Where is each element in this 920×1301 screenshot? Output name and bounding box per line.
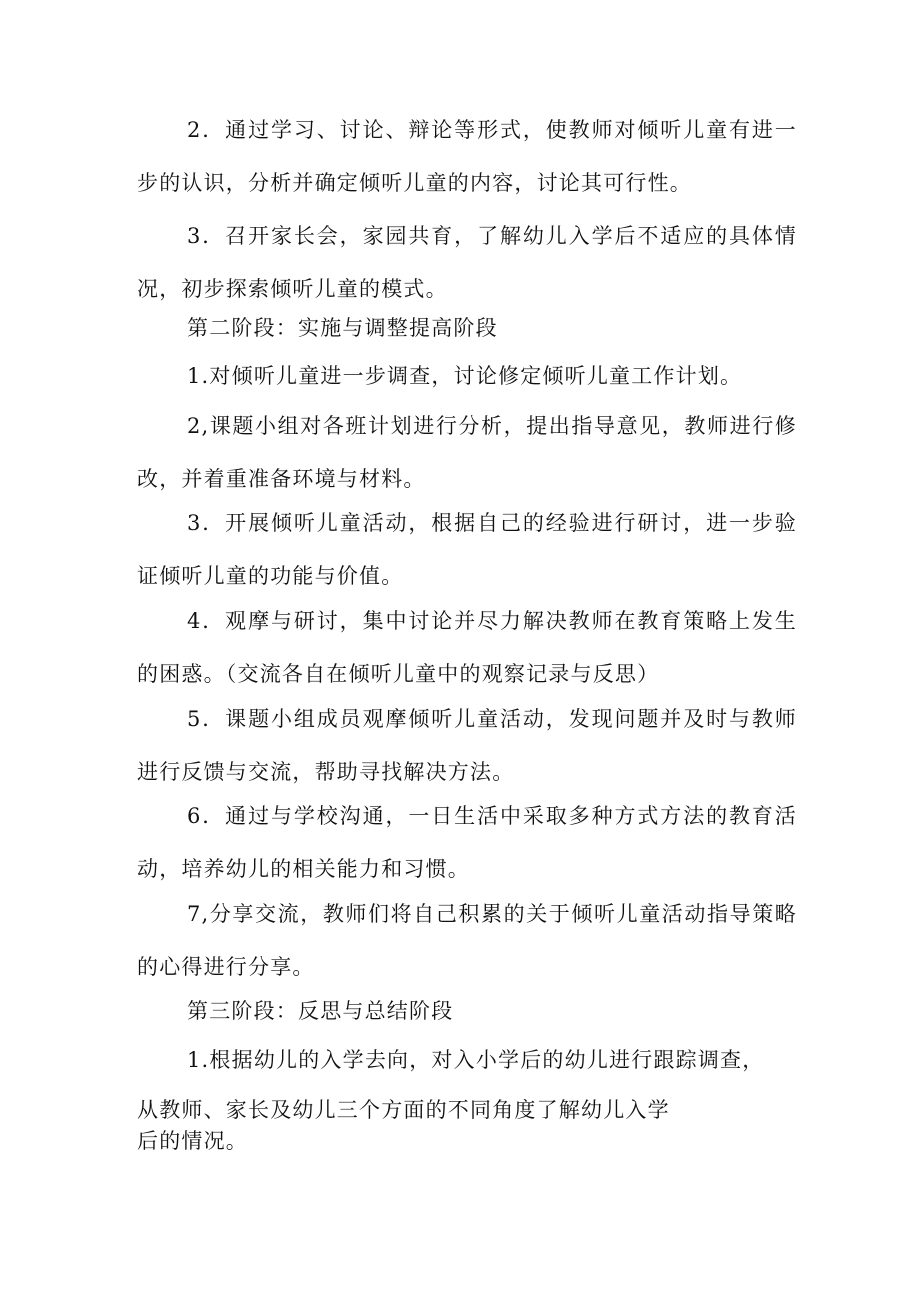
paragraph-stage3-item1: 1.根据幼儿的入学去向，对入小学后的幼儿进行跟踪调查， <box>187 1048 765 1072</box>
paragraph-stage1-item3: 3．召开家长会，家园共育，了解幼儿入学后不适应的具体情况，初步探索倾听儿童的模式。 <box>137 224 797 301</box>
paragraph-stage1-item2: 2．通过学习、讨论、辩论等形式，使教师对倾听儿童有进一步的认识，分析并确定倾听儿童的内容，讨论其可行性。 <box>137 118 797 195</box>
paragraph-stage3-item1-line3: 后的情况。 <box>137 1129 248 1153</box>
paragraph-stage2-item7: 7,分享交流，教师们将自己积累的关于倾听儿童活动指导策略的心得进行分享。 <box>137 902 797 979</box>
paragraph-stage2-item4: 4．观摩与研讨，集中讨论并尽力解决教师在教育策略上发生的困惑。（交流各自在倾听儿童中的观察记录与反思） <box>137 609 797 686</box>
section-heading-stage3: 第三阶段：反思与总结阶段 <box>187 999 454 1023</box>
paragraph-stage3-item1-line2: 从教师、家长及幼儿三个方面的不同角度了解幼儿入学 <box>137 1098 670 1122</box>
paragraph-stage2-item3: 3．开展倾听儿童活动，根据自己的经验进行研讨，进一步验证倾听儿童的功能与价值。 <box>137 511 797 588</box>
paragraph-stage2-item5: 5．课题小组成员观摩倾听儿童活动，发现问题并及时与教师进行反馈与交流，帮助寻找解决方法。 <box>137 707 797 784</box>
paragraph-stage2-item6: 6．通过与学校沟通，一日生活中采取多种方式方法的教育活动，培养幼儿的相关能力和习惯。 <box>137 804 797 881</box>
section-heading-stage2: 第二阶段：实施与调整提高阶段 <box>187 316 498 340</box>
paragraph-stage2-item1: 1.对倾听儿童进一步调查，讨论修定倾听儿童工作计划。 <box>187 364 743 388</box>
paragraph-stage2-item2: 2,课题小组对各班计划进行分析，提出指导意见，教师进行修改，并着重准备环境与材料。 <box>137 414 797 491</box>
